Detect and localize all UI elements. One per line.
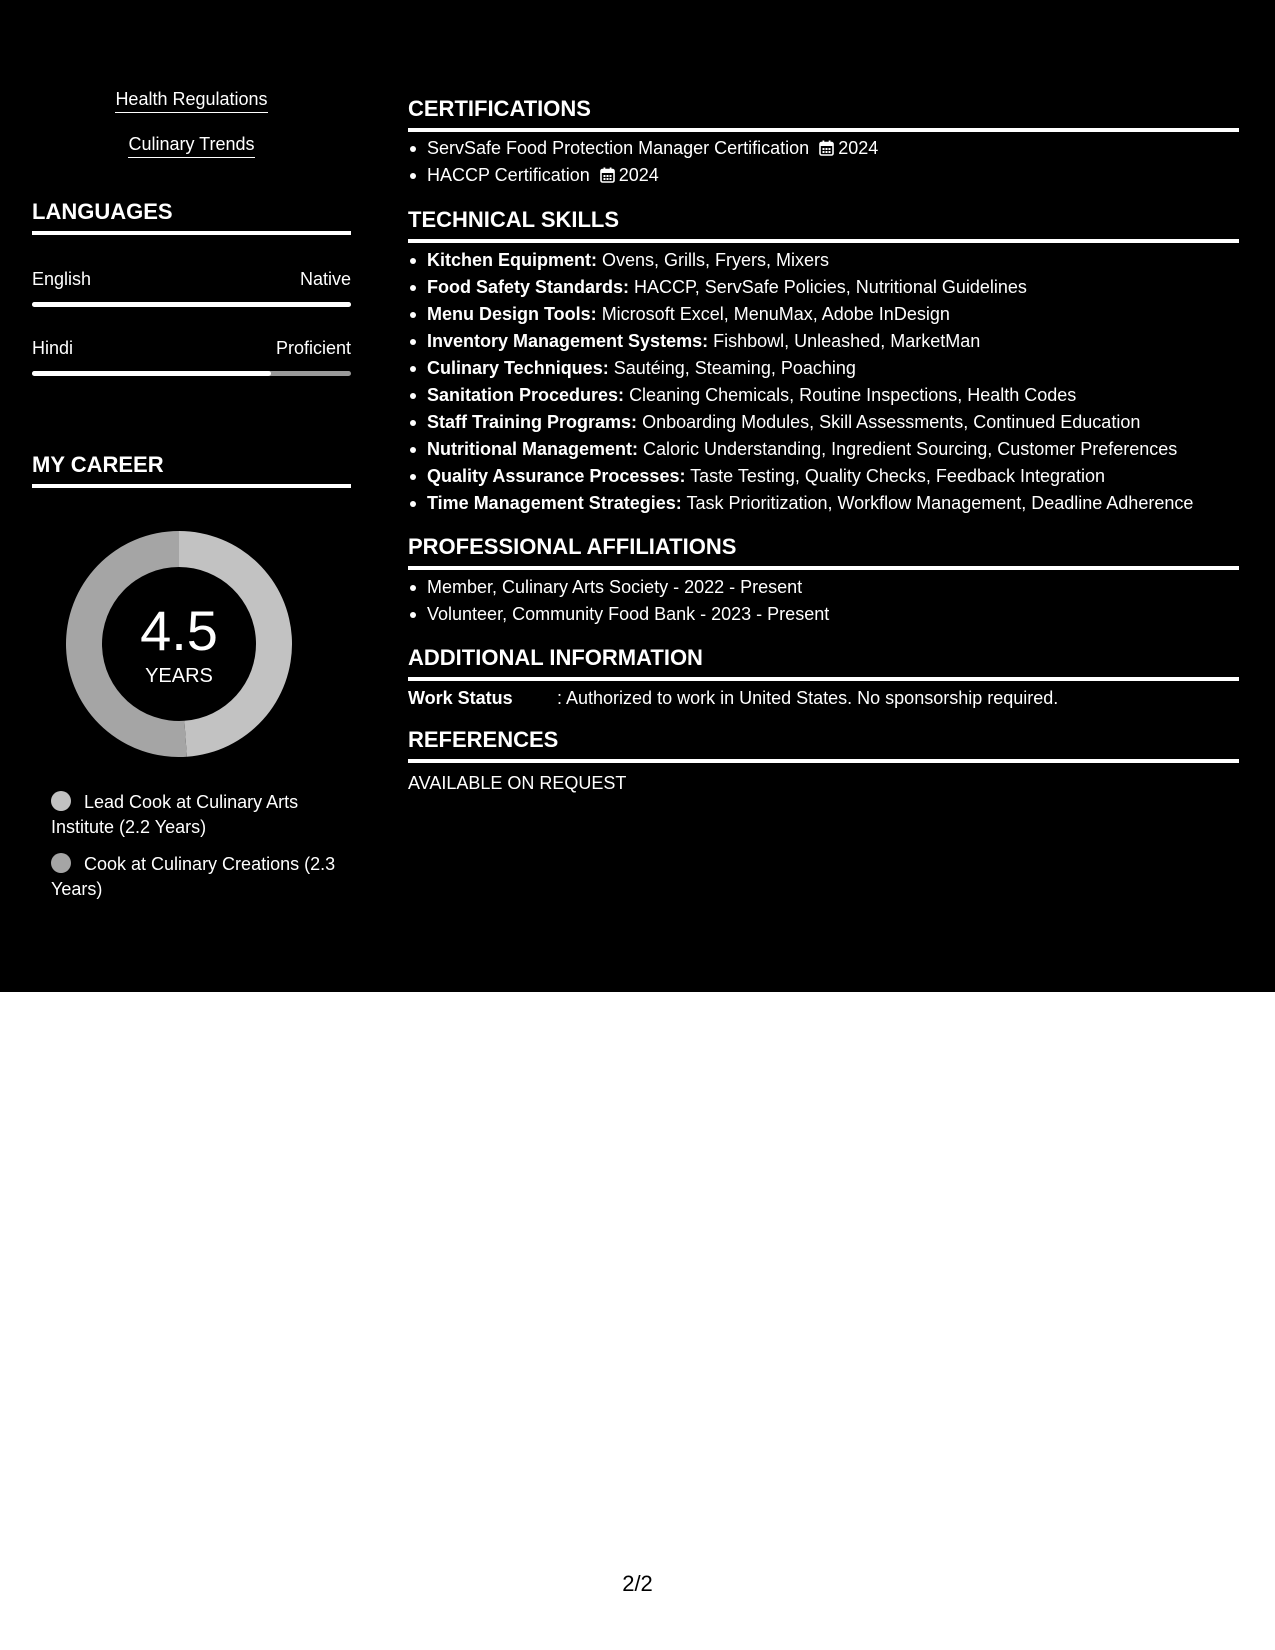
references-heading: REFERENCES [408, 727, 1239, 763]
language-proficiency-fill [32, 371, 271, 376]
skill-values: Taste Testing, Quality Checks, Feedback Integration [690, 466, 1106, 486]
skill-values: Ovens, Grills, Fryers, Mixers [602, 250, 830, 270]
skill-values: Sautéing, Steaming, Poaching [613, 358, 856, 378]
affiliation-item: Member, Culinary Arts Society - 2022 - Present [408, 574, 1239, 601]
main-column [408, 0, 1239, 992]
certification-name: HACCP Certification [427, 165, 590, 185]
affiliations-heading: PROFESSIONAL AFFILIATIONS [408, 534, 1239, 570]
skill-category: Nutritional Management: [427, 439, 639, 459]
work-status-label: Work Status [408, 688, 513, 708]
technical-skills-heading: TECHNICAL SKILLS [408, 207, 1239, 243]
language-level: Proficient [275, 338, 351, 358]
skill-values: Caloric Understanding, Ingredient Sourcing, Customer Preferences [643, 439, 1178, 459]
technical-skills-list [408, 247, 1239, 517]
technical-skill-item [408, 409, 1239, 436]
skill-category: Inventory Management Systems: [427, 331, 709, 351]
technical-skill-item [408, 355, 1239, 382]
skill-tags [32, 88, 351, 178]
language-proficiency-bar [32, 302, 351, 307]
skill-values: Task Prioritization, Workflow Management, Deadline Adherence [686, 493, 1194, 513]
skill-values: HACCP, ServSafe Policies, Nutritional Guidelines [634, 277, 1027, 297]
career-donut-chart [66, 531, 292, 757]
calendar-icon [819, 140, 834, 156]
certifications-list [408, 135, 1239, 189]
certification-item [408, 135, 1239, 162]
certification-item [408, 162, 1239, 189]
skill-tag: Health Regulations [115, 88, 267, 113]
skill-values: Fishbowl, Unleashed, MarketMan [713, 331, 981, 351]
languages-heading: LANGUAGES [32, 199, 351, 235]
certifications-heading: CERTIFICATIONS [408, 96, 1239, 132]
language-level: Native [299, 269, 351, 289]
skill-category: Staff Training Programs: [427, 412, 638, 432]
career-total-value: 4.5 [140, 599, 218, 662]
career-legend-item [51, 790, 341, 840]
technical-skill-item [408, 463, 1239, 490]
certification-year: 2024 [838, 138, 879, 158]
technical-skill-item [408, 436, 1239, 463]
technical-skill-item [408, 274, 1239, 301]
technical-skill-item [408, 301, 1239, 328]
language-name: Hindi [32, 338, 74, 358]
skill-values: Onboarding Modules, Skill Assessments, Continued Education [642, 412, 1141, 432]
skill-values: Cleaning Chemicals, Routine Inspections, Health Codes [629, 385, 1077, 405]
certification-year: 2024 [618, 165, 659, 185]
calendar-icon [600, 167, 615, 183]
additional-info-heading: ADDITIONAL INFORMATION [408, 645, 1239, 681]
career-legend-dot [51, 853, 71, 873]
technical-skill-item [408, 328, 1239, 355]
skill-tag: Culinary Trends [128, 133, 254, 158]
references-text: AVAILABLE ON REQUEST [408, 773, 627, 793]
career-legend-dot [51, 791, 71, 811]
technical-skill-item [408, 382, 1239, 409]
skill-category: Quality Assurance Processes: [427, 466, 686, 486]
affiliation-item: Volunteer, Community Food Bank - 2023 - Present [408, 601, 1239, 628]
career-total-unit: YEARS [145, 665, 213, 687]
affiliations-list [408, 574, 1239, 628]
page-number: 2/2 [622, 1571, 653, 1596]
certification-name: ServSafe Food Protection Manager Certification [427, 138, 810, 158]
technical-skill-item [408, 247, 1239, 274]
sidebar [32, 0, 351, 992]
skill-category: Culinary Techniques: [427, 358, 609, 378]
career-legend-label: Lead Cook at Culinary Arts Institute (2.2 Years) [51, 792, 299, 837]
language-proficiency-fill [32, 302, 351, 307]
skill-category: Kitchen Equipment: [427, 250, 597, 270]
skill-category: Sanitation Procedures: [427, 385, 625, 405]
career-legend-item [51, 852, 341, 902]
career-heading: MY CAREER [32, 452, 351, 488]
work-status-value: : Authorized to work in United States. No sponsorship required. [557, 688, 1059, 708]
skill-category: Menu Design Tools: [427, 304, 597, 324]
skill-category: Food Safety Standards: [427, 277, 630, 297]
skill-values: Microsoft Excel, MenuMax, Adobe InDesign [601, 304, 950, 324]
language-proficiency-bar [32, 371, 351, 376]
language-name: English [32, 269, 92, 289]
skill-category: Time Management Strategies: [427, 493, 682, 513]
technical-skill-item [408, 490, 1239, 517]
career-legend-label: Cook at Culinary Creations (2.3 Years) [51, 854, 336, 899]
